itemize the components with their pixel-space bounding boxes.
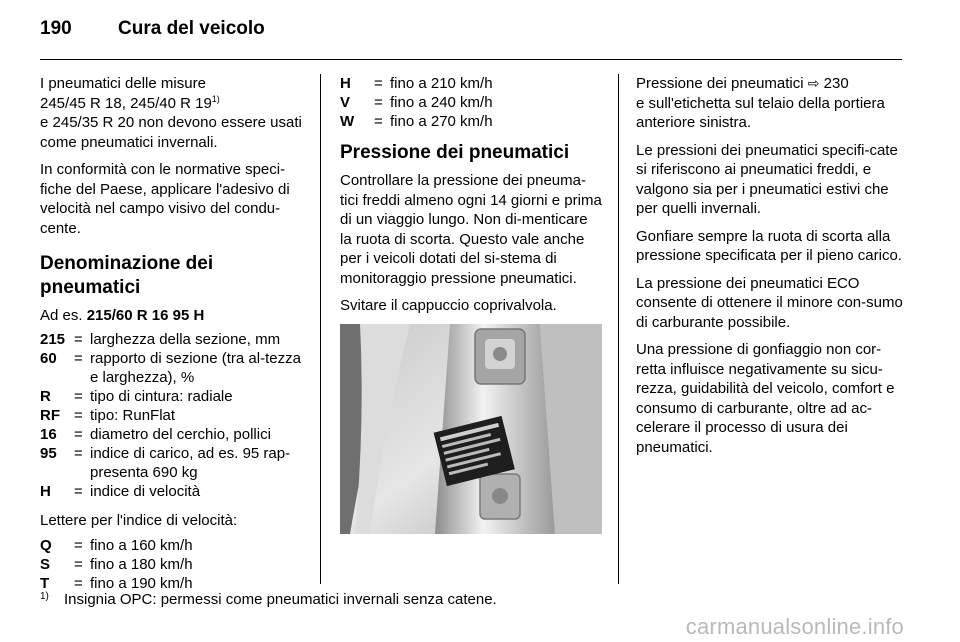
spare-wheel-text: Gonfiare sempre la ruota di scorta alla pressione specificata per il pieno carico.: [636, 227, 902, 264]
pressure-check-text: Controllare la pressione dei pneuma-tici freddi almeno ogni 14 giorni e prima di un viaggio lungo. Non di-menticare la ruota di scorta. Questo vale anche per i veicoli dotati del si-stema di monitoraggio pressione pneumatici.: [340, 172, 602, 287]
definition-key: 16: [40, 425, 57, 443]
footnote-mark: 1): [40, 591, 49, 602]
definition-key: W: [340, 113, 355, 130]
definition-equals: =: [74, 425, 83, 443]
definition-equals: =: [74, 482, 83, 500]
definition-key: T: [40, 575, 50, 592]
definition-key: V: [340, 94, 351, 111]
definition-key: 95: [40, 444, 57, 462]
page-header: [40, 18, 265, 40]
definition-text: fino a 210 km/h: [390, 75, 493, 92]
page-title: Cura del veicolo: [118, 18, 265, 39]
definition-row: [40, 444, 305, 482]
definition-equals: =: [74, 349, 83, 367]
incorrect-pressure-text: Una pressione di gonfiaggio non cor-retta influisce negativamente su sicu-rezza, guidabilità del veicolo, comfort e consumo di carburante, oltre ad ac-celerare il processo di usura dei pneumatici.: [636, 341, 895, 456]
definition-text: tipo di cintura: radiale: [90, 387, 233, 405]
definition-equals: =: [74, 537, 83, 554]
heading-tyre-pressure: Pressione dei pneumatici: [340, 142, 570, 163]
definition-row: [40, 536, 305, 555]
definition-row: [40, 330, 305, 349]
speed-index-list-2: [340, 74, 602, 131]
definition-key: H: [340, 75, 351, 92]
definition-row: [40, 555, 305, 574]
definition-row: [40, 425, 305, 444]
definition-key: 215: [40, 330, 66, 348]
definition-equals: =: [374, 75, 383, 92]
definition-row: [40, 349, 305, 387]
definition-row: [40, 482, 305, 501]
definition-text: fino a 270 km/h: [390, 113, 493, 130]
designation-example: Ad es. 215/60 R 16 95 H: [40, 307, 205, 324]
definition-equals: =: [374, 113, 383, 130]
cold-tyre-text: Le pressioni dei pneumatici specifi-cate si riferiscono ai pneumatici freddi, e valgono sia per i pneumatici estivi che per quelli invernali.: [636, 141, 898, 217]
definition-text: indice di velocità: [90, 482, 201, 500]
column-2: [340, 74, 602, 534]
footnote: [40, 591, 497, 608]
definition-equals: =: [374, 94, 383, 111]
definition-text: fino a 160 km/h: [90, 537, 193, 554]
definition-key: S: [40, 556, 51, 573]
definition-text: fino a 180 km/h: [90, 556, 193, 573]
definition-text: rapporto di sezione (tra al-tezza e larghezza), %: [90, 349, 301, 386]
definition-row: [340, 93, 602, 112]
column-1: [40, 74, 305, 603]
definition-key: H: [40, 482, 51, 500]
door-frame-label-photo: [340, 324, 602, 534]
page-reference[interactable]: 230: [823, 75, 849, 92]
definition-text: larghezza della sezione, mm: [90, 330, 281, 348]
definition-equals: =: [74, 406, 83, 424]
definition-row: [340, 112, 602, 131]
column-3: [636, 74, 904, 465]
footnote-ref: 1): [211, 93, 220, 104]
speed-index-intro: Lettere per l'indice di velocità:: [40, 511, 238, 529]
definition-text: fino a 240 km/h: [390, 94, 493, 111]
column-divider-2: [618, 74, 619, 584]
definition-equals: =: [74, 444, 83, 462]
definition-row: [40, 387, 305, 406]
header-rule: [40, 59, 902, 60]
definition-key: Q: [40, 537, 52, 554]
arrow-reference-icon: ⇨: [807, 75, 820, 91]
definition-equals: =: [74, 330, 83, 348]
definition-text: diametro del cerchio, pollici: [90, 425, 271, 443]
definition-text: indice di carico, ad es. 95 rap-presenta 690 kg: [90, 444, 291, 481]
definition-text: tipo: RunFlat: [90, 406, 176, 424]
heading-tyre-designation: Denominazione dei pneumatici: [40, 253, 214, 298]
winter-tyre-note: I pneumatici delle misure 245/45 R 18, 245/40 R 19$^{1)}$ e 245/35 R 20 non devono essere usati come pneumatici invernali.: [40, 75, 302, 151]
page-number: 190: [40, 18, 72, 39]
valve-cap-text: Svitare il cappuccio coprivalvola.: [340, 297, 557, 314]
pressure-reference-text: Pressione dei pneumatici ⇨ 230 e sull'etichetta sul telaio della portiera anteriore sinistra.: [636, 75, 885, 131]
definition-equals: =: [74, 387, 83, 405]
speed-index-list-1: [40, 536, 305, 593]
definition-equals: =: [74, 556, 83, 573]
definition-key: RF: [40, 406, 60, 424]
definition-key: R: [40, 387, 51, 405]
definition-row: [40, 406, 305, 425]
definition-row: [340, 74, 602, 93]
watermark: carmanualsonline.info: [685, 614, 904, 639]
definition-key: 60: [40, 349, 57, 367]
definition-equals: =: [74, 575, 83, 592]
designation-definitions: [40, 330, 305, 501]
eco-pressure-text: La pressione dei pneumatici ECO consente di ottenere il minore con-sumo di carburante possibile.: [636, 274, 903, 331]
speed-sticker-note: In conformità con le normative speci-fiche del Paese, applicare l'adesivo di velocità nel campo visivo del condu-cente.: [40, 161, 290, 237]
footnote-text: Insignia OPC: permessi come pneumatici invernali senza catene.: [64, 591, 497, 608]
definition-text: fino a 190 km/h: [90, 575, 193, 592]
column-divider-1: [320, 74, 321, 584]
